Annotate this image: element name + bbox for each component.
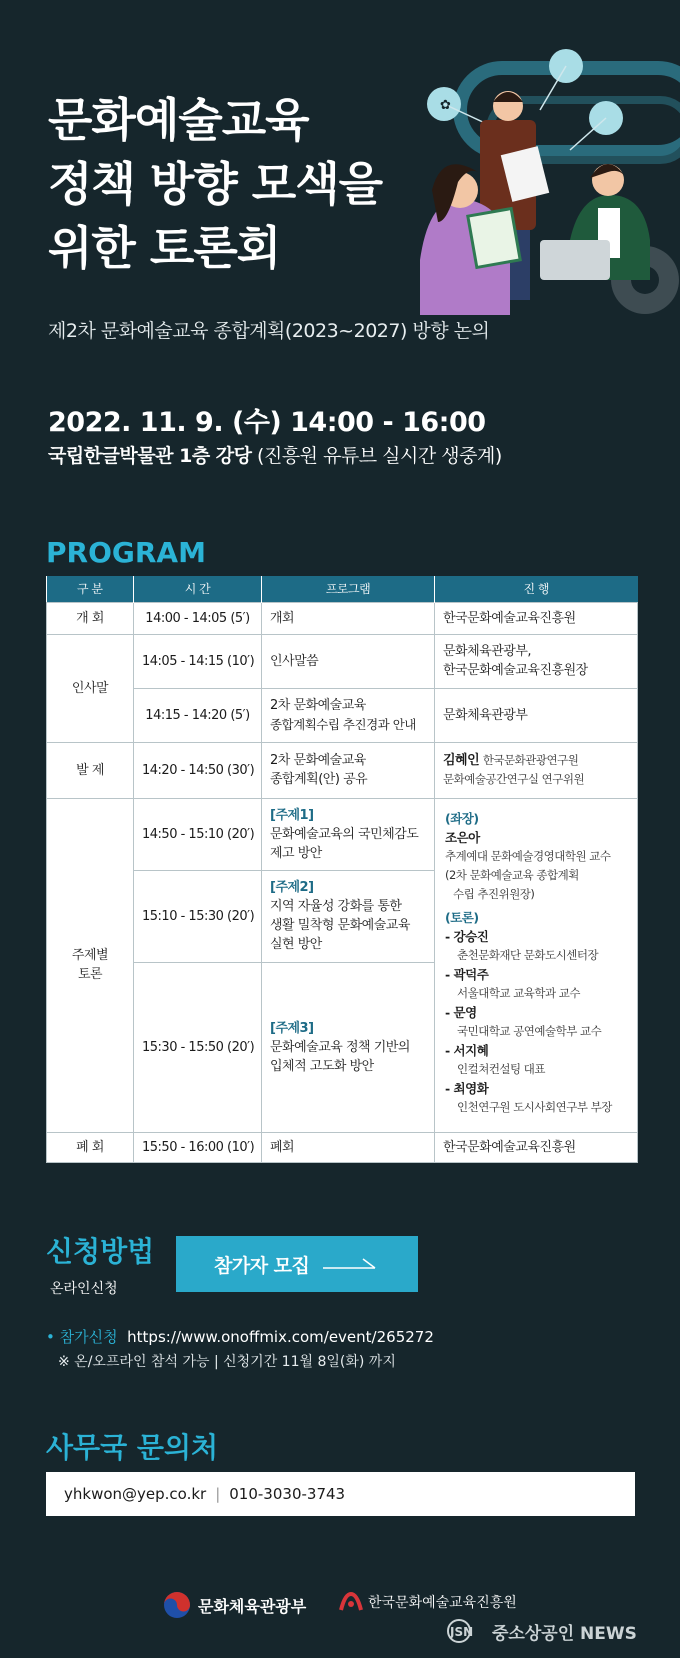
apply-note: ※ 온/오프라인 참석 가능 | 신청기간 11월 8일(화) 까지 <box>58 1354 396 1370</box>
table-row <box>47 602 638 634</box>
table-row <box>47 798 638 870</box>
apply-url-link[interactable]: https://www.onoffmix.com/event/265272 <box>127 1328 434 1346</box>
program-cell: 폐회 <box>262 1132 435 1162</box>
panelist-name: - 서지혜 <box>445 1042 489 1058</box>
watermark-mark-text: JSN <box>450 1625 474 1639</box>
title-line-1: 문화예술교육 <box>48 93 309 147</box>
panelist-name: - 문영 <box>445 1004 477 1020</box>
apply-heading: 신청방법 <box>46 1235 155 1268</box>
panelist-name: - 최영화 <box>445 1080 489 1096</box>
program-line: 문화예술교육의 국민체감도 <box>270 826 419 842</box>
chair-note: 수립 추진위원장) <box>453 886 535 901</box>
program-line: 지역 자율성 강화를 통한 <box>270 899 402 914</box>
table-row <box>47 634 638 688</box>
host-cell: 한국문화예술교육진흥원 <box>435 602 638 634</box>
table-row <box>47 688 638 742</box>
header-section: 구 분 <box>47 576 134 602</box>
section-cell: 발 제 <box>47 742 134 798</box>
footer <box>0 1580 680 1650</box>
presenter-name: 김혜인 <box>443 753 480 768</box>
logo-text: 한국문화예술교육진흥원 <box>368 1595 517 1611</box>
time-cell: 14:20 - 14:50 (30′) <box>134 742 262 798</box>
program-line: 생활 밀착형 문화예술교육 <box>270 918 410 933</box>
topic-label: [주제3] <box>270 1020 314 1036</box>
arte-mark-icon <box>338 1590 364 1614</box>
program-line: 입체적 고도화 방안 <box>270 1058 374 1074</box>
program-cell <box>262 798 435 870</box>
panelist-org: 인천연구원 도시사회연구부 부장 <box>457 1099 612 1114</box>
participant-recruit-button[interactable] <box>176 1236 418 1292</box>
host-cell <box>435 634 638 688</box>
section-cell: 개 회 <box>47 602 134 634</box>
watermark-text: 중소상공인 NEWS <box>492 1623 637 1644</box>
program-line: 2차 문화예술교육 <box>270 753 366 768</box>
panel-cell <box>435 798 638 1132</box>
host-cell: 한국문화예술교육진흥원 <box>435 1132 638 1162</box>
panelist-org: 국민대학교 공연예술학부 교수 <box>457 1023 602 1038</box>
header-time: 시 간 <box>134 576 262 602</box>
program-cell <box>262 962 435 1132</box>
topic-label: [주제2] <box>270 880 314 895</box>
hero-section <box>0 0 680 480</box>
discussion-illustration <box>420 40 680 320</box>
time-cell: 14:00 - 14:05 (5′) <box>134 602 262 634</box>
time-cell: 15:10 - 15:30 (20′) <box>134 870 262 962</box>
presenter-org: 한국문화관광연구원 <box>482 753 579 767</box>
topic-label: [주제1] <box>270 807 314 823</box>
news-watermark <box>446 1618 637 1644</box>
header-program: 프로그램 <box>262 576 435 602</box>
section-cell <box>47 798 134 1132</box>
program-line: 종합계획수립 추진경과 안내 <box>270 717 416 732</box>
presenter-role: 문화예술공간연구실 연구위원 <box>443 772 585 786</box>
event-venue <box>48 441 502 468</box>
chair-name: 조은아 <box>445 829 480 845</box>
title-line-2: 정책 방향 모색을 <box>48 157 383 211</box>
host-line: 문화체육관광부, <box>443 644 532 659</box>
svg-text:✿: ✿ <box>440 98 451 113</box>
discussion-label: (토론) <box>445 909 479 925</box>
event-datetime: 2022. 11. 9. (수) 14:00 - 16:00 <box>48 407 486 438</box>
chair-org: 추계예대 문화예술경영대학원 교수 <box>445 848 611 863</box>
button-label: 참가자 모집 <box>214 1254 310 1277</box>
program-cell: 개회 <box>262 602 435 634</box>
venue-note: (진흥원 유튜브 실시간 생중계) <box>251 445 502 467</box>
contact-separator: | <box>215 1485 221 1503</box>
time-cell: 14:15 - 14:20 (5′) <box>134 688 262 742</box>
bullet-icon: • <box>46 1328 55 1346</box>
title-line-3: 위한 토론회 <box>48 221 281 275</box>
contact-phone[interactable]: 010-3030-3743 <box>229 1485 346 1503</box>
host-cell <box>435 742 638 798</box>
page-title <box>48 88 382 280</box>
program-line: 종합계획(안) 공유 <box>270 772 368 787</box>
apply-method: 온라인신청 <box>50 1281 118 1297</box>
host-line: 한국문화예술교육진흥원장 <box>443 663 588 678</box>
logo-text: 문화체육관광부 <box>198 1596 307 1616</box>
jsn-mark-icon <box>446 1618 488 1644</box>
section-line: 주제별 <box>71 948 109 963</box>
panelist-org: 인컬쳐컨설팅 대표 <box>457 1061 546 1076</box>
contact-box <box>46 1472 635 1516</box>
program-line: 제고 방안 <box>270 845 322 861</box>
time-cell: 15:30 - 15:50 (20′) <box>134 962 262 1132</box>
program-cell <box>262 688 435 742</box>
host-cell: 문화체육관광부 <box>435 688 638 742</box>
table-row <box>47 1132 638 1162</box>
mcst-logo <box>162 1590 306 1620</box>
table-row <box>47 742 638 798</box>
header-host: 진 행 <box>435 576 638 602</box>
panelist-org: 서울대학교 교육학과 교수 <box>457 985 581 1000</box>
time-cell: 14:05 - 14:15 (10′) <box>134 634 262 688</box>
contact-email[interactable]: yhkwon@yep.co.kr <box>64 1485 207 1503</box>
section-cell: 인사말 <box>47 634 134 742</box>
program-cell <box>262 742 435 798</box>
program-cell <box>262 870 435 962</box>
program-line: 문화예술교육 정책 기반의 <box>270 1039 410 1055</box>
panelist-name: - 곽덕주 <box>445 966 489 982</box>
panelist-name: - 강승진 <box>445 928 489 944</box>
table-header-row <box>47 576 638 602</box>
program-cell: 인사말씀 <box>262 634 435 688</box>
program-table <box>46 576 638 1163</box>
program-line: 실현 방안 <box>270 937 322 952</box>
arrow-right-icon <box>323 1256 379 1272</box>
chair-note: (2차 문화예술교육 종합계획 <box>445 867 579 882</box>
panelist-org: 춘천문화재단 문화도시센터장 <box>457 947 599 962</box>
chair-label: (좌장) <box>445 810 479 826</box>
program-heading: PROGRAM <box>46 536 206 569</box>
time-cell: 15:50 - 16:00 (10′) <box>134 1132 262 1162</box>
apply-link-line <box>46 1326 434 1347</box>
contact-heading: 사무국 문의처 <box>46 1431 219 1464</box>
arte-logo <box>338 1590 517 1614</box>
apply-label: 참가신청 <box>59 1328 118 1346</box>
section-cell: 폐 회 <box>47 1132 134 1162</box>
program-line: 2차 문화예술교육 <box>270 698 366 713</box>
taegeuk-icon <box>162 1590 192 1620</box>
time-cell: 14:50 - 15:10 (20′) <box>134 798 262 870</box>
venue-name: 국립한글박물관 1층 강당 <box>48 445 252 467</box>
section-line: 토론 <box>77 967 103 982</box>
subtitle: 제2차 문화예술교육 종합계획(2023~2027) 방향 논의 <box>48 320 490 342</box>
